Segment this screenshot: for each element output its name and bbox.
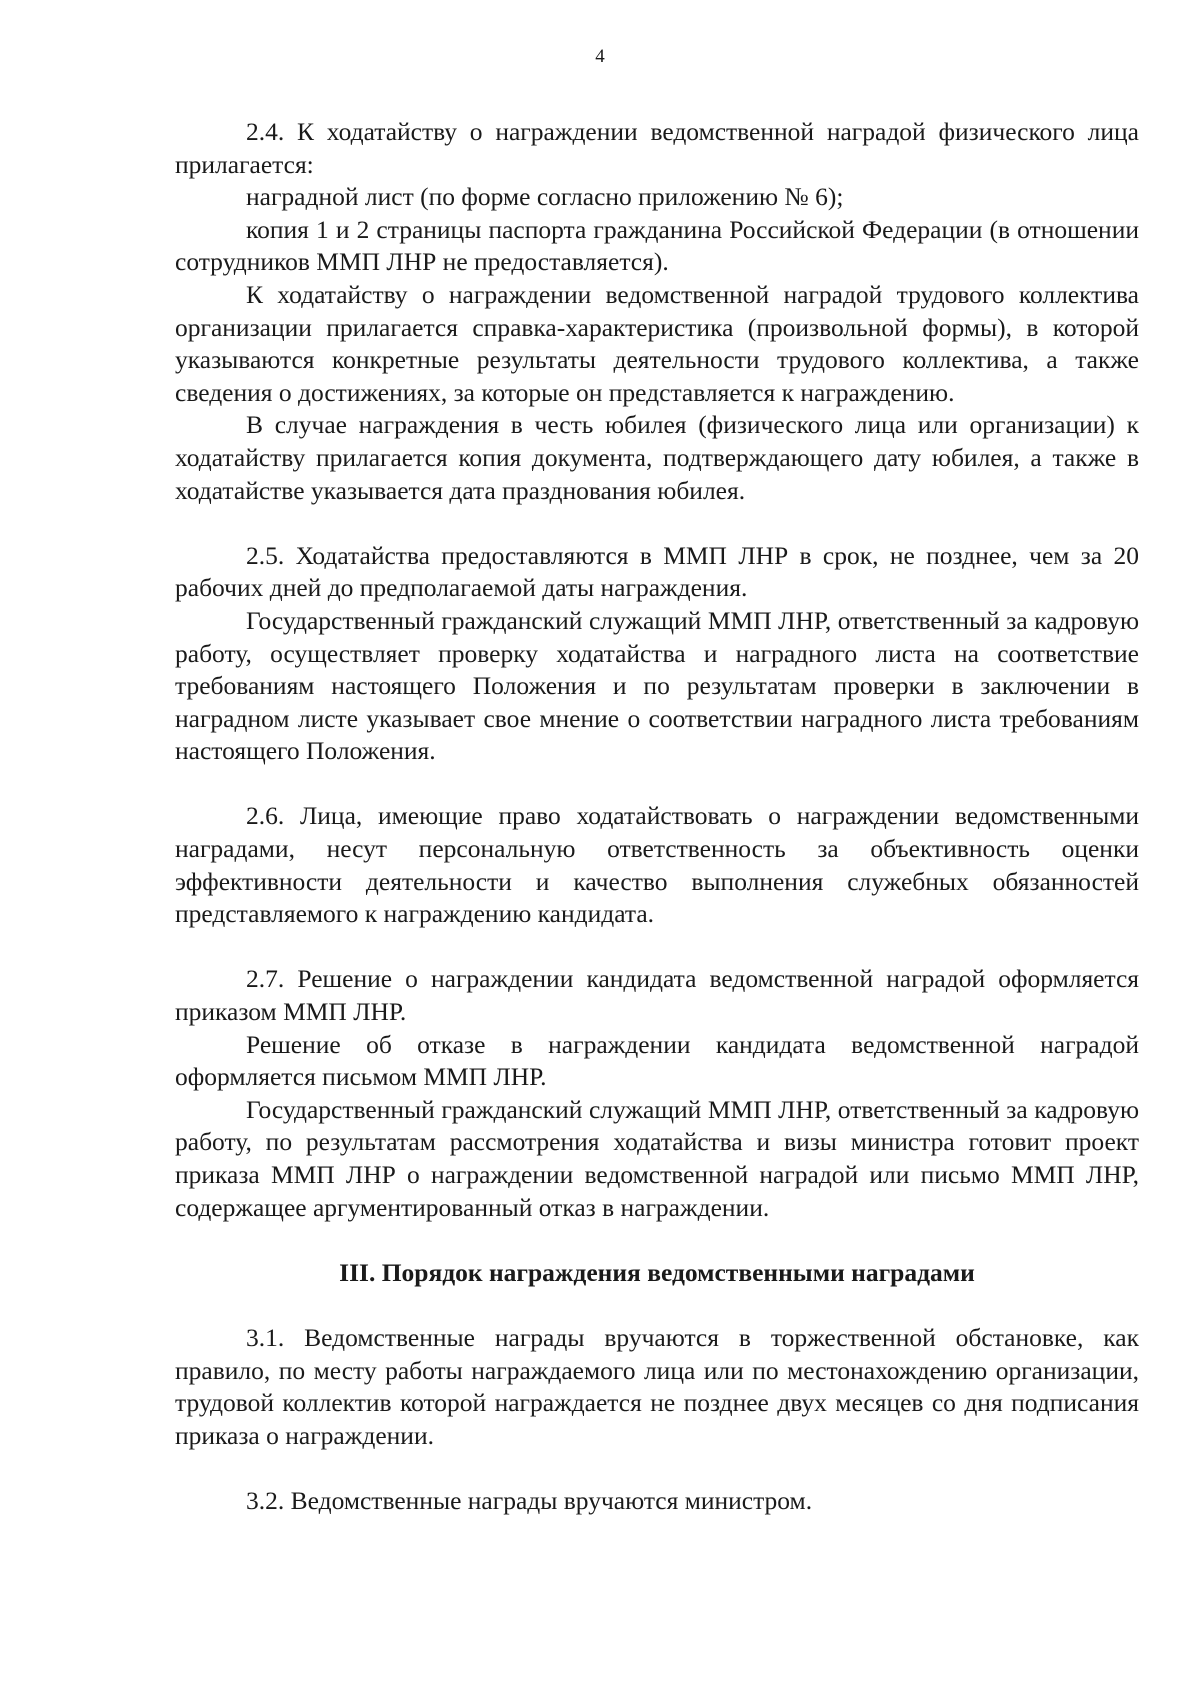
- paragraph-2-5-deadline: 2.5. Ходатайства предоставляются в ММП ЛНР в срок, не позднее, чем за 20 рабочих дней до предполагаемой даты награждения.: [175, 540, 1139, 603]
- paragraph-2-4-intro: 2.4. К ходатайству о награждении ведомственной наградой физического лица прилагается:: [175, 117, 1139, 179]
- paragraph-2-7-decision: 2.7. Решение о награждении кандидата ведомственной наградой оформляется приказом ММП ЛНР.: [175, 964, 1139, 1027]
- spacer: [175, 1224, 1139, 1257]
- paragraph-2-7-draft-order: Государственный гражданский служащий ММП ЛНР, ответственный за кадровую работу, по результатам рассмотрения ходатайства и визы министра готовит проект приказа ММП ЛНР о награждении ведомственной наградой или письмо ММП ЛНР, содержащее аргументированный отказ в награждении.: [175, 1094, 1139, 1222]
- paragraph-2-5-verification: Государственный гражданский служащий ММП ЛНР, ответственный за кадровую работу, осуществляет проверку ходатайства и наградного листа на соответствие требованиям настоящего Положения и по результатам проверки в заключении в наградном листе указывает свое мнение о соответствии наградного листа требованиям настоящего Положения.: [175, 605, 1139, 766]
- paragraph-2-4-award-sheet: наградной лист (по форме согласно приложению № 6);: [246, 182, 844, 212]
- spacer: [175, 507, 1139, 540]
- spacer: [175, 931, 1139, 964]
- paragraph-2-4-jubilee: В случае награждения в честь юбилея (физического лица или организации) к ходатайству прилагается копия документа, подтверждающего дату юбилея, а также в ходатайстве указывается дата празднования юбилея.: [175, 410, 1139, 505]
- paragraph-2-4-passport-copy: копия 1 и 2 страницы паспорта гражданина Российской Федерации (в отношении сотрудников ММП ЛНР не предоставляется).: [175, 214, 1139, 277]
- spacer: [175, 1289, 1139, 1322]
- paragraph-2-6-responsibility: 2.6. Лица, имеющие право ходатайствовать о награждении ведомственными наградами, несут персональную ответственность за объективность оценки эффективности деятельности и качество выполнения служебных обязанностей представляемого к награждению кандидата.: [175, 801, 1139, 929]
- paragraph-2-4-collective: К ходатайству о награждении ведомственной наградой трудового коллектива организации прилагается справка-характеристика (произвольной формы), в которой указываются конкретные результаты деятельности трудового коллектива, а также сведения о достижениях, за которые он представляется к награждению.: [175, 279, 1139, 407]
- paragraph-3-2-presenter: 3.2. Ведомственные награды вручаются министром.: [246, 1485, 813, 1515]
- spacer: [175, 1452, 1139, 1485]
- section-3-heading: III. Порядок награждения ведомственными наградами: [339, 1257, 975, 1287]
- spacer: [175, 768, 1139, 801]
- paragraph-3-1-ceremony: 3.1. Ведомственные награды вручаются в торжественной обстановке, как правило, по месту работы награждаемого лица или по местонахождению организации, трудовой коллектив которой награждается не позднее двух месяцев со дня подписания приказа о награждении.: [175, 1322, 1139, 1450]
- document-body: [175, 116, 1139, 1518]
- page-number: 4: [595, 46, 605, 67]
- paragraph-2-7-refusal: Решение об отказе в награждении кандидата ведомственной наградой оформляется письмом ММП ЛНР.: [175, 1029, 1139, 1092]
